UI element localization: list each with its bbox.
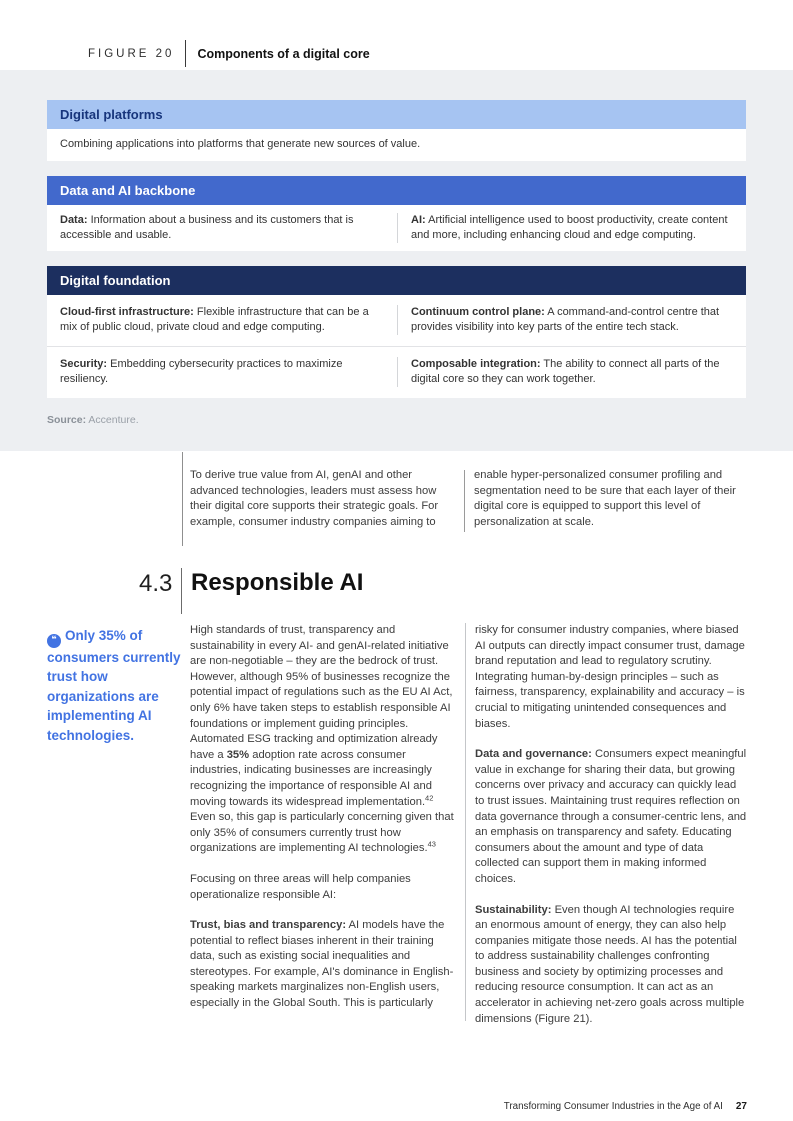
digital-platforms-box (47, 100, 746, 161)
section-title: Responsible AI (191, 569, 364, 596)
data-ai-backbone-body (47, 205, 746, 251)
footer-document-title: Transforming Consumer Industries in the Age of AI (503, 1101, 723, 1112)
footer-page-number: 27 (735, 1101, 747, 1112)
ai-cell: AI: Artificial intelligence used to boost productivity, create content and more, including enhancing cloud and edge computing. (411, 214, 728, 241)
source-text: Accenture. (86, 414, 139, 426)
source-label: Source: (47, 414, 87, 426)
body-column-1 (190, 623, 457, 1042)
figure-header-divider (185, 40, 186, 67)
pull-quote-callout (47, 626, 181, 745)
digital-foundation-box (47, 266, 746, 398)
quote-icon: ❝ (47, 634, 61, 648)
paragraph: Sustainability: Even though AI technologies require an enormous amount of energy, they can also help companies mitigate those needs. AI has the potential to address sustainability challenges confronting business and society by optimizing processes and reducing resource consumption. It can act as an accelerator in achieving net-zero goals across multiple dimensions (Figure 21). (475, 903, 745, 1025)
figure-title: Components of a digital core (197, 46, 370, 61)
data-ai-backbone-box (47, 176, 746, 251)
cloud-first-cell: Cloud-first infrastructure: Flexible infrastructure that can be a mix of public cloud, private cloud and edge computing. (60, 306, 369, 333)
section-number: 4.3 (139, 570, 173, 597)
paragraph: Trust, bias and transparency: AI models have the potential to reflect biases inherent in their training data, such as existing social inequalities and stereotypes. For example, AI's dominance in English-speaking markets marginalizes non-English users, especially in the Global South. This is particularly (190, 919, 454, 1010)
figure-label: FIGURE 20 (88, 47, 175, 60)
digital-platforms-header: Digital platforms (47, 100, 746, 129)
digital-foundation-header: Digital foundation (47, 266, 746, 295)
foundation-row-2 (47, 346, 746, 398)
paragraph: Data and governance: Consumers expect meaningful value in exchange for sharing their data, but growing concerns over privacy and accuracy can quickly lead to trust issues. Maintaining trust requires reflection on data governance through a consumer-centric lens, and an emphasis on transparency and safety. Educating consumers about the amount and type of data collected can support them in making informed choices. (475, 748, 747, 885)
figure-header (88, 40, 370, 67)
data-cell: Data: Information about a business and its customers that is accessible and usable. (60, 214, 354, 241)
composable-cell: Composable integration: The ability to connect all parts of the digital core so they can work together. (411, 358, 720, 385)
continuum-cell: Continuum control plane: A command-and-control centre that provides visibility into key parts of the entire tech stack. (411, 306, 720, 333)
digital-foundation-body (47, 295, 746, 398)
body-column-2 (466, 623, 747, 1042)
section-heading-divider (181, 568, 182, 614)
figure-panel (0, 70, 793, 451)
body-columns (190, 623, 747, 1042)
source-line (47, 414, 746, 426)
paragraph: High standards of trust, transparency and sustainability in every AI- and genAI-related initiative are non-negotiable – they are the bedrock of trust. However, although 95% of businesses recognize the potential impact of regulations such as the EU AI Act, only 6% have taken steps to establish responsible AI foundations or implement guiding principles. Automated ESG tracking and optimization already have a 35% adoption rate across consumer industries, indicating businesses are increasingly recognizing the importance of responsible AI and moving towards its widespread implementation.$^{42}$ Even so, this gap is particularly concerning given that only 35% of consumers currently trust how organizations are implementing AI technologies.$^{43}$ (190, 624, 454, 855)
data-ai-backbone-header: Data and AI backbone (47, 176, 746, 205)
intro-column-2: enable hyper-personalized consumer profiling and segmentation need to be sure that each layer of their digital core is equipped to support this level of personalization at scale. (474, 469, 736, 528)
paragraph: risky for consumer industry companies, where biased AI outputs can directly impact consumer trust, damage brand reputation and lead to regulatory scrutiny. Integrating human-by-design principles – such as fairness, transparency, explainability and accuracy – is crucial to mitigating unintended consequences and biases. (475, 624, 745, 730)
paragraph: Focusing on three areas will help companies operationalize responsible AI: (190, 872, 411, 901)
intro-columns (190, 468, 747, 532)
intro-column-1: To derive true value from AI, genAI and other advanced technologies, leaders must assess how their digital core supports their strategic goals. For example, consumer industry companies aiming to (190, 469, 439, 528)
intro-left-rule (182, 452, 183, 546)
digital-platforms-body: Combining applications into platforms that generate new sources of value. (47, 129, 746, 161)
security-cell: Security: Embedding cybersecurity practices to maximize resiliency. (60, 358, 343, 385)
foundation-row-1 (47, 295, 746, 346)
pull-quote-text: Only 35% of consumers currently trust how organizations are implementing AI technologies. (47, 628, 181, 743)
page-footer (504, 1101, 747, 1112)
